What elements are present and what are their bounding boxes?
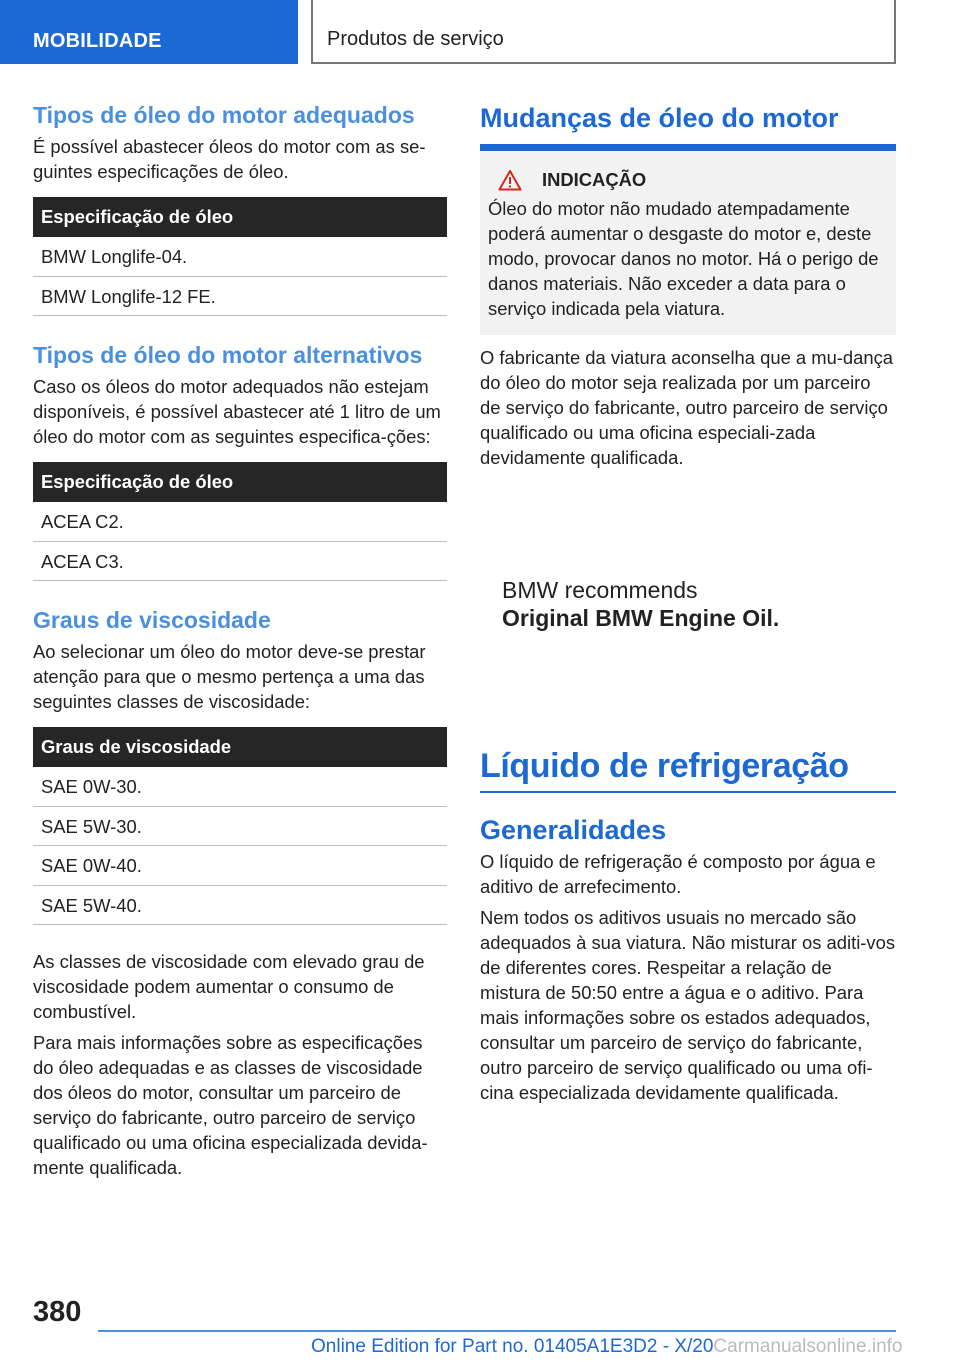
- warning-triangle-icon: [498, 169, 522, 191]
- heading-oil-change: Mudanças de óleo do motor: [480, 103, 839, 133]
- table-header: Especificação de óleo: [33, 197, 447, 237]
- note-label: INDICAÇÃO: [542, 169, 647, 190]
- oil-logo-line1: BMW recommends: [502, 577, 698, 603]
- paragraph-viscosity: Ao selecionar um óleo do motor deve-se prestar atenção para que o mesmo pertença a uma das seguintes classes de viscosidade:: [33, 641, 426, 712]
- heading-general: Generalidades: [480, 815, 667, 845]
- table-row: SAE 0W-40.: [33, 846, 447, 886]
- table-row: SAE 0W-30.: [33, 767, 447, 807]
- left-column: [33, 100, 447, 1180]
- paragraph-coolant-additives: Nem todos os aditivos usuais no mercado são adequados à sua viatura. Não misturar os aditi-vos de diferentes cores. Respeitar a relação de mistura de 50:50 entre a água e o aditivo. Para mais informações sobre os estados adequados, consultar um parceiro de serviço do fabricante, outro parceiro de serviço qualificado ou uma ofi-cina especializada devidamente qualificada.: [480, 907, 896, 1103]
- table-viscosity: [33, 727, 447, 925]
- right-column: [480, 100, 896, 1105]
- paragraph-coolant-composition: O líquido de refrigeração é composto por água e aditivo de arrefecimento.: [480, 851, 876, 897]
- note-title: [488, 169, 888, 191]
- chapter-label: Produtos de serviço: [327, 28, 504, 50]
- table-row: ACEA C3.: [33, 542, 447, 582]
- page-number: 380: [33, 1296, 82, 1328]
- table-suitable-oil: [33, 197, 447, 316]
- table-row: ACEA C2.: [33, 502, 447, 542]
- table-alternative-oil: [33, 462, 447, 581]
- table-header: Especificação de óleo: [33, 462, 447, 502]
- paragraph-viscosity-consumption: As classes de viscosidade com elevado grau de viscosidade podem aumentar o consumo de combustível.: [33, 951, 425, 1022]
- table-row: BMW Longlife-04.: [33, 237, 447, 277]
- heading-rule: [480, 791, 896, 793]
- warning-note: [480, 151, 896, 335]
- section-tab: [0, 0, 298, 64]
- note-text: Óleo do motor não mudado atempadamente poderá aumentar o desgaste do motor e, deste modo, provocar danos no motor. Há o perigo de danos materiais. Não exceder a data para o serviço indicada pela viatura.: [488, 198, 879, 319]
- edition-text: Online Edition for Part no. 01405A1E3D2 - X/20: [311, 1336, 714, 1357]
- footer-edition: [311, 1336, 902, 1358]
- paragraph-suitable-oil: É possível abastecer óleos do motor com as se-guintes especificações de óleo.: [33, 136, 426, 182]
- oil-logo-line2: Original BMW Engine Oil.: [502, 605, 780, 631]
- heading-suitable-oil: Tipos de óleo do motor adequados: [33, 102, 415, 128]
- heading-alternative-oil: Tipos de óleo do motor alternativos: [33, 342, 423, 368]
- chapter-tab: [311, 0, 896, 64]
- heading-rule: [480, 144, 896, 151]
- paragraph-oil-change: O fabricante da viatura aconselha que a mu-dança do óleo do motor seja realizada por um parceiro de serviço do fabricante, outro parceiro de serviço qualificado ou uma oficina especiali-zada devidamente qualificada.: [480, 347, 894, 468]
- table-row: BMW Longlife-12 FE.: [33, 277, 447, 317]
- bmw-oil-logo: [480, 576, 896, 632]
- footer-rule: [98, 1330, 896, 1332]
- table-header: Graus de viscosidade: [33, 727, 447, 767]
- section-label: MOBILIDADE: [33, 30, 162, 52]
- paragraph-more-info: Para mais informações sobre as especificações do óleo adequadas e as classes de viscosidade dos óleos do motor, consultar um parceiro de serviço do fabricante, outro parceiro de serviço qualificado ou uma oficina especializada devida-mente qualificada.: [33, 1032, 428, 1178]
- watermark-text: Carmanualsonline.info: [713, 1336, 903, 1357]
- heading-coolant: Líquido de refrigeração: [480, 747, 849, 785]
- heading-viscosity: Graus de viscosidade: [33, 607, 271, 633]
- paragraph-alternative-oil: Caso os óleos do motor adequados não estejam disponíveis, é possível abastecer até 1 litro de um óleo do motor com as seguintes especifica-ções:: [33, 376, 441, 447]
- table-row: SAE 5W-40.: [33, 886, 447, 926]
- table-row: SAE 5W-30.: [33, 807, 447, 847]
